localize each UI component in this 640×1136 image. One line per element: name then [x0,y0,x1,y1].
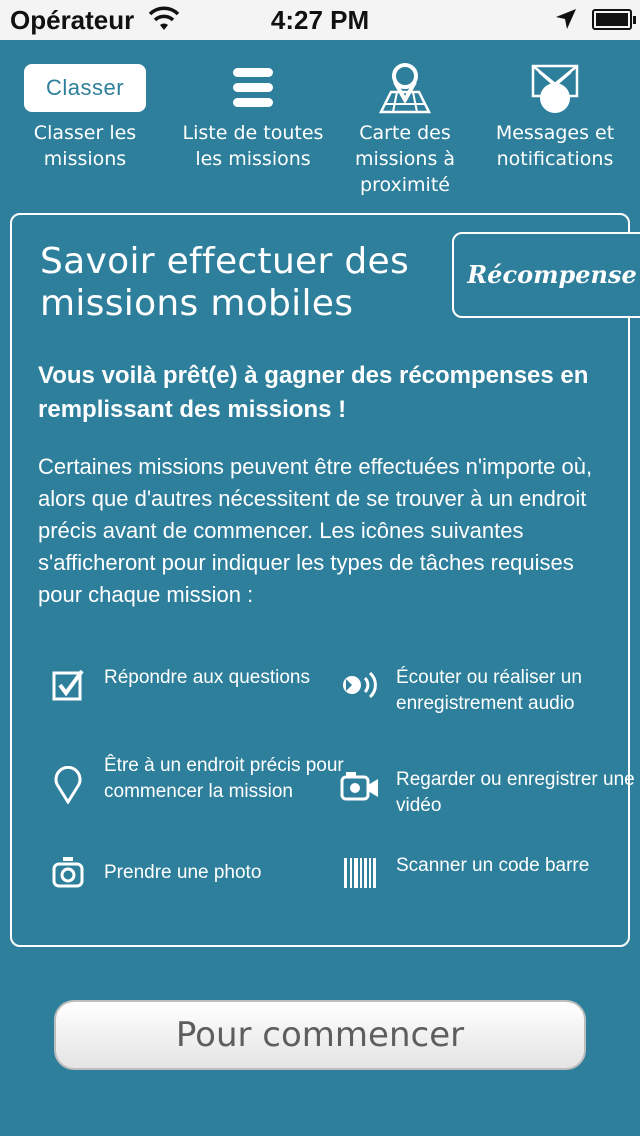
legend-text: Scanner un code barre [396,855,590,876]
card-title: Savoir effectuer des missions mobiles [40,241,410,324]
status-bar [0,0,640,40]
location-arrow-icon [554,7,578,38]
nav-item-messages[interactable] [480,58,630,172]
legend-text: Écouter ou réaliser un enregistrement audio [396,667,582,714]
map-pin-icon [330,58,480,118]
barcode-icon [340,853,380,893]
battery-icon [592,9,632,30]
checkbox-icon [48,665,88,705]
video-camera-icon [340,767,380,807]
legend-text: Regarder ou enregistrer une vidéo [396,769,635,816]
legend-item [340,665,636,717]
nav-item-label: Carte des missions à proximité [354,122,456,196]
start-button[interactable]: Pour commencer [54,1000,586,1070]
carrier-name: Opérateur [10,5,135,35]
legend-item [48,853,344,893]
nav-item-label: Messages et notifications [495,122,615,170]
legend-item [340,767,636,819]
location-pin-icon [48,765,88,805]
legend-text: Prendre une photo [104,862,262,883]
nav-item-label: Liste de toutes les missions [182,122,324,170]
classer-button[interactable]: Classer [24,64,146,112]
legend-item [48,753,344,805]
camera-icon [48,853,88,893]
card-body: Certaines missions peuvent être effectuées n'importe où, alors que d'autres nécessitent de se trouver à un endroit précis avant de commencer. Les icônes suivantes s'afficheront pour indiquer les types de tâches requises pour chaque mission : [38,454,593,607]
clock: 4:27 PM [270,5,370,35]
envelope-icon [480,58,630,118]
info-card [10,213,637,947]
top-navigation [0,40,640,210]
audio-icon [340,665,380,705]
legend-text: Répondre aux questions [104,667,310,688]
legend-text: Être à un endroit précis pour commencer la mission [104,755,344,802]
nav-item-classer[interactable] [10,58,160,172]
legend-item [340,853,636,893]
nav-item-label: Classer les missions [33,122,137,170]
nav-item-mission-list[interactable] [178,58,328,172]
reward-button[interactable]: Récompense [452,232,640,318]
card-lead: Vous voilà prêt(e) à gagner des récompenses en remplissant des missions ! [38,362,589,423]
nav-item-nearby-map[interactable] [330,58,480,198]
list-icon [178,58,328,118]
legend-item [48,665,344,705]
